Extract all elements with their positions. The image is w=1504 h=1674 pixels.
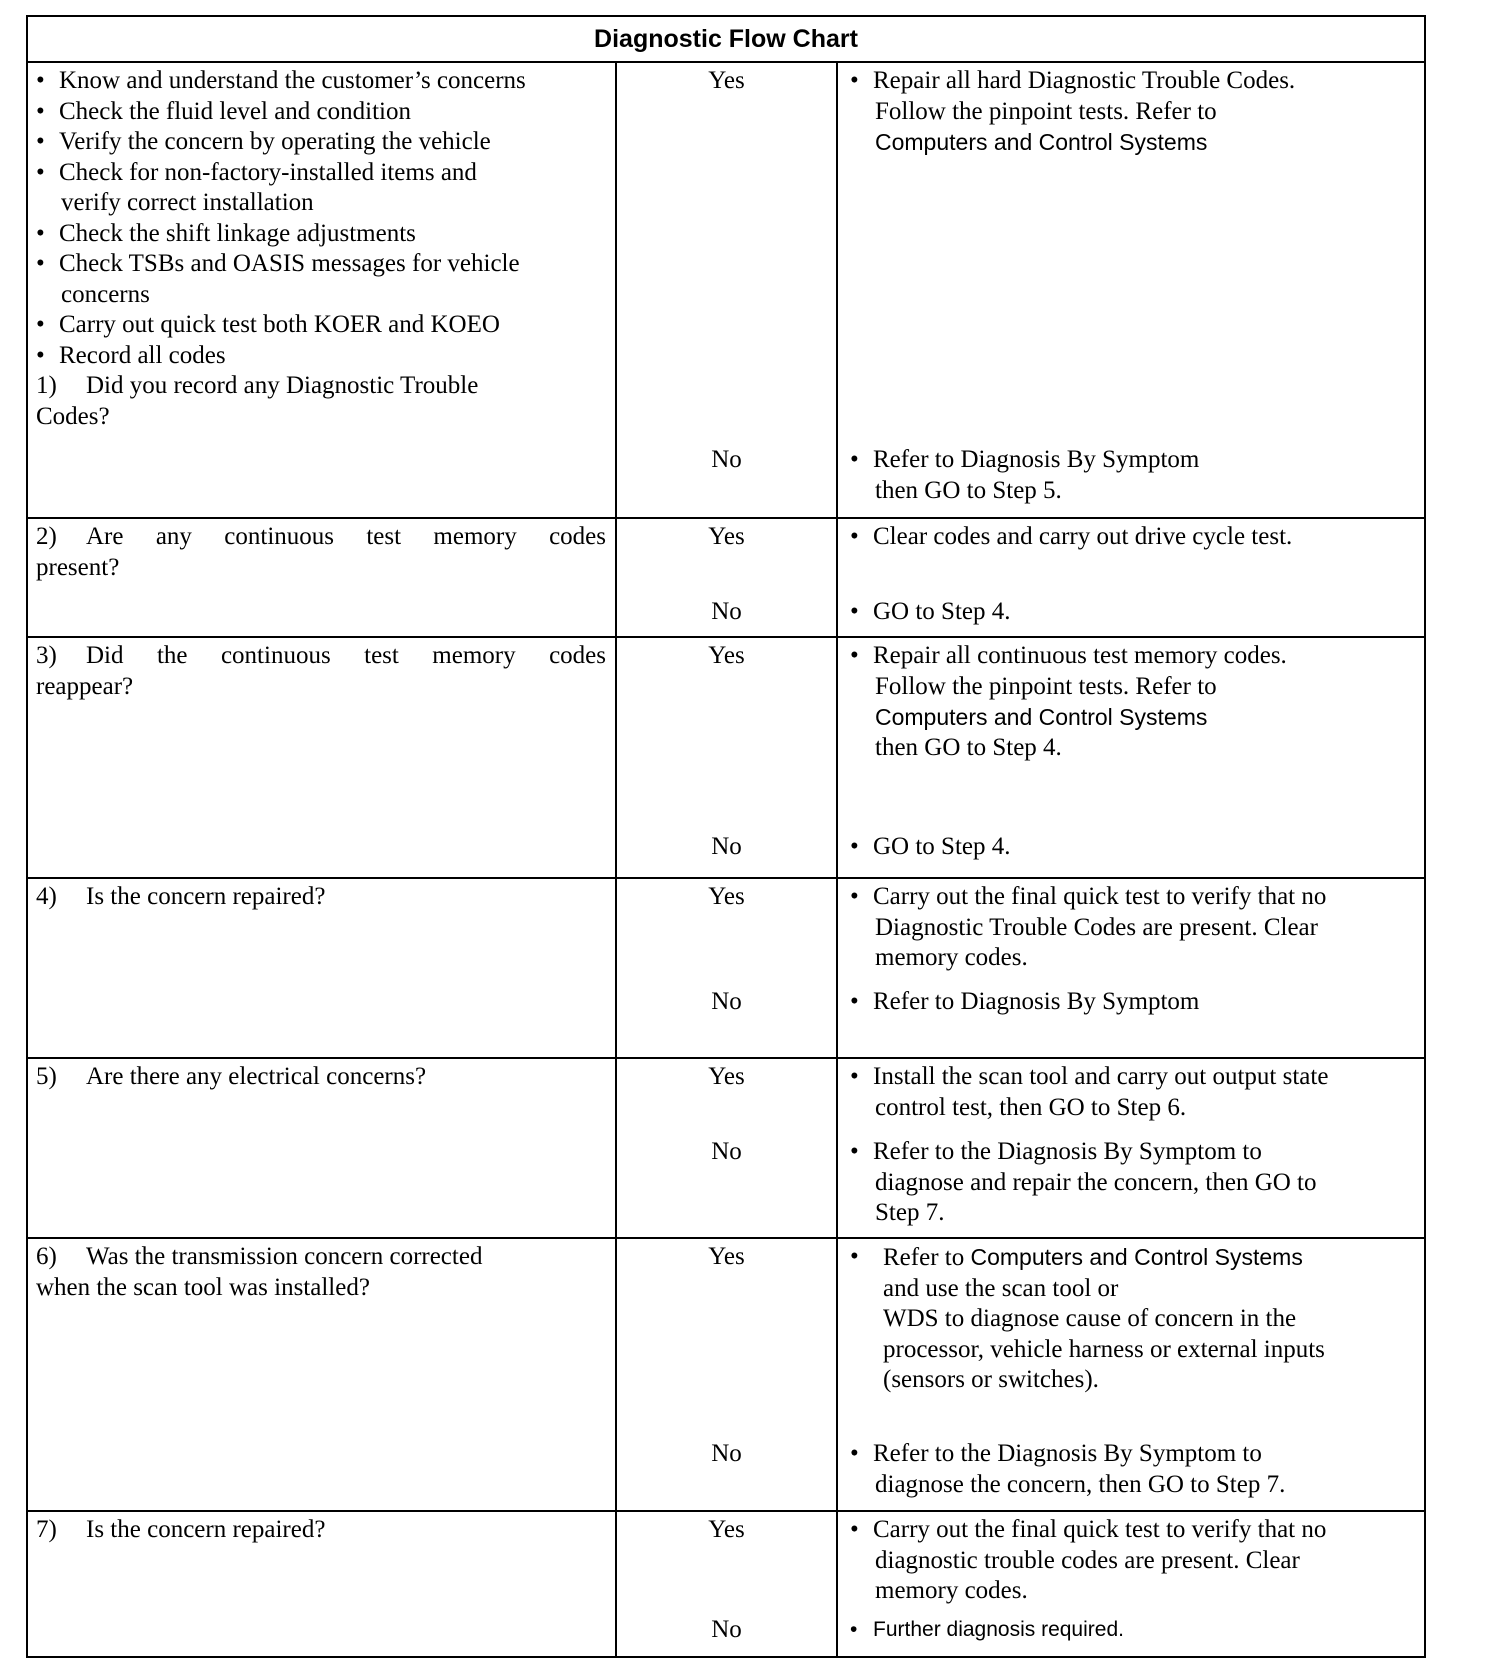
step-6-no-action: • Refer to the Diagnosis By Symptom to diagnose the concern, then GO to Step 7. [850,1439,1425,1500]
yes-label: Yes [708,1516,745,1543]
step-3-yes-action: • Repair all continuous test memory codes. Follow the pinpoint tests. Refer to Computers and Control Systems then GO to Step 4. [850,641,1425,763]
step-1-yes-action: • Repair all hard Diagnostic Trouble Codes. Follow the pinpoint tests. Refer to Computers and Control Systems [850,66,1425,158]
column-divider [836,1059,838,1237]
step-7-row [28,1512,1424,1656]
yes-label: Yes [708,1243,745,1270]
step-6-yes-action: • Refer to Computers and Control Systems and use the scan tool or WDS to diagnose cause of concern in the processor, vehicle harness or external inputs (sensors or switches). [850,1242,1425,1396]
yes-label: Yes [708,642,745,669]
step-5-yes-action: • Install the scan tool and carry out output state control test, then GO to Step 6. [850,1062,1425,1123]
column-divider [836,1239,838,1510]
no-label: No [711,1440,742,1467]
column-divider [836,879,838,1057]
step-number: 1) [36,372,57,399]
step-2-question: 2) Are any continuous test memory codes present? [36,523,606,581]
step-4-question: 4) Is the concern repaired? [36,882,606,913]
step-5-question: 5) Are there any electrical concerns? [36,1062,606,1093]
step-1-no-action: • Refer to Diagnosis By Symptom then GO to Step 5. [850,445,1425,506]
yes-label: Yes [708,1063,745,1090]
checklist-item: • Carry out quick test both KOER and KOEO [36,310,606,341]
column-divider [836,638,838,877]
step-3-row [28,638,1424,879]
step-5-no-action: • Refer to the Diagnosis By Symptom to diagnose and repair the concern, then GO to Step 7. [850,1137,1425,1229]
no-label: No [711,446,742,473]
no-label: No [711,988,742,1015]
step-1-question-line: 1) Did you record any Diagnostic Trouble [36,371,606,402]
step-5-row [28,1059,1424,1239]
step-7-question: 7) Is the concern repaired? [36,1515,606,1546]
step-6-row [28,1239,1424,1512]
step-2-row [28,519,1424,638]
column-divider [836,63,838,517]
step-7-yes-action: • Carry out the final quick test to verify that no diagnostic trouble codes are present. Clear memory codes. [850,1515,1425,1607]
step-4-yes-action: • Carry out the final quick test to verify that no Diagnostic Trouble Codes are present. Clear memory codes. [850,882,1425,974]
no-label: No [711,1138,742,1165]
step-7-no-action: • Further diagnosis required. [850,1615,1425,1646]
column-divider [836,519,838,636]
step-number: 6) [36,1243,57,1270]
chart-title: Diagnostic Flow Chart [28,17,1424,63]
checklist-item: • Check TSBs and OASIS messages for vehicle [36,249,606,280]
step-number: 4) [36,883,57,910]
checklist-item: • Check the shift linkage adjustments [36,219,606,250]
yes-label: Yes [708,883,745,910]
checklist-item: • Check for non-factory-installed items and [36,158,606,189]
no-label: No [711,833,742,860]
no-label: No [711,598,742,625]
step-2-yes-action: • Clear codes and carry out drive cycle test. [850,522,1425,553]
no-label: No [711,1616,742,1643]
step-number: 3) [36,642,57,669]
step-6-question: 6) Was the transmission concern corrected when the scan tool was installed? [36,1243,483,1301]
checklist-item: • Know and understand the customer’s concerns [36,66,606,97]
checklist-item: • Check the fluid level and condition [36,97,606,128]
diagnostic-flow-chart [26,15,1426,1658]
yes-label: Yes [708,67,745,94]
step-number: 2) [36,523,57,550]
checklist-item-continuation: concerns [61,280,150,308]
step-3-no-action: • GO to Step 4. [850,832,1425,863]
yes-label: Yes [708,523,745,550]
step-2-no-action: • GO to Step 4. [850,597,1425,628]
column-divider [836,1512,838,1656]
step-4-row [28,879,1424,1059]
checklist-item-continuation: verify correct installation [61,189,314,216]
checklist-item: • Record all codes [36,341,606,372]
checklist-item: • Verify the concern by operating the vehicle [36,127,606,158]
step-4-no-action: • Refer to Diagnosis By Symptom [850,987,1425,1018]
step-1-row [28,63,1424,519]
step-1-question-line: Codes? [36,402,110,430]
step-3-question: 3) Did the continuous test memory codes reappear? [36,642,606,700]
step-number: 5) [36,1063,57,1090]
step-1-question [36,66,606,432]
step-number: 7) [36,1516,57,1543]
